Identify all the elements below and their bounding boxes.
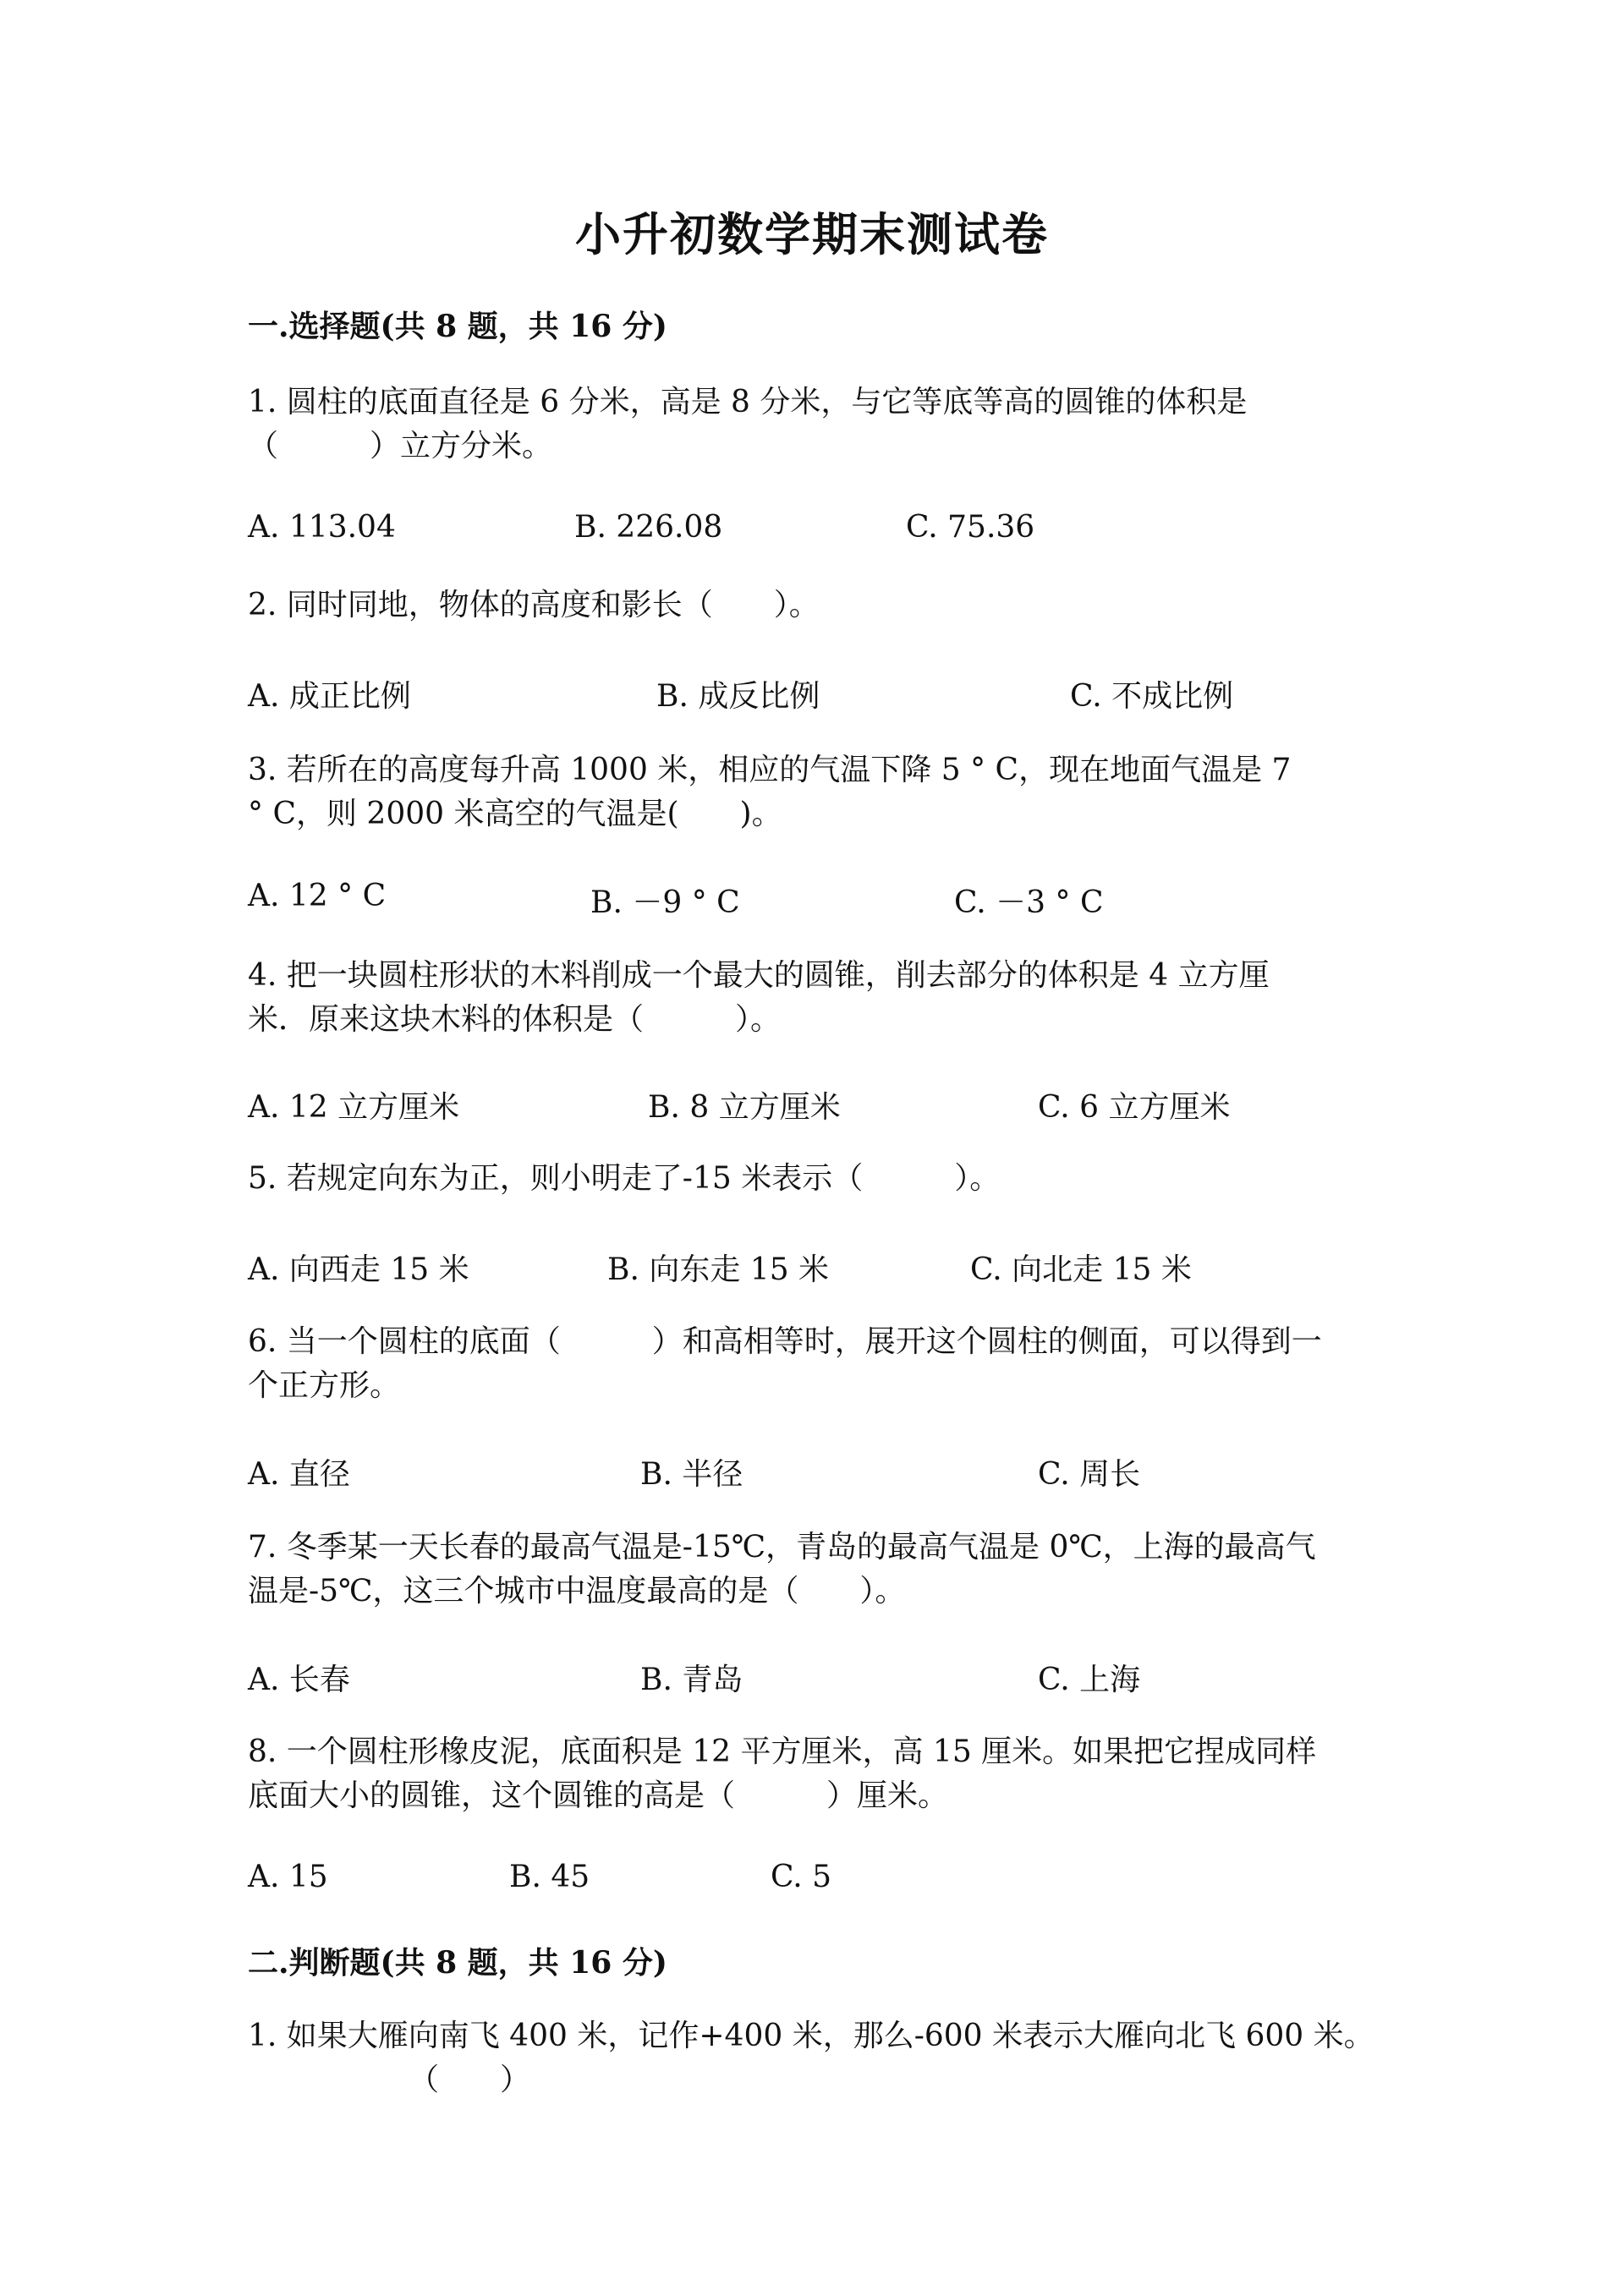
option-c: C. 周长 bbox=[1038, 1457, 1141, 1492]
question-text: ° C，则 2000 米高空的气温是( )。 bbox=[248, 797, 782, 831]
question-text: 底面大小的圆锥，这个圆锥的高是（ ）厘米。 bbox=[248, 1778, 949, 1813]
judgement-question-1 bbox=[248, 2014, 1432, 2102]
section-heading-choice: 一.选择题(共 8 题，共 16 分) bbox=[248, 309, 667, 344]
question-7 bbox=[248, 1526, 1398, 1614]
option-b: B. 青岛 bbox=[640, 1663, 743, 1697]
option-c: C. 向北走 15 米 bbox=[970, 1252, 1192, 1287]
question-text: 8. 一个圆柱形橡皮泥，底面积是 12 平方厘米，高 15 厘米。如果把它捏成同样 bbox=[248, 1734, 1317, 1769]
question-text: （ ）立方分米。 bbox=[248, 429, 553, 463]
option-a: A. 12 立方厘米 bbox=[248, 1090, 460, 1125]
question-text: （ ） bbox=[409, 2063, 531, 2097]
question-3 bbox=[248, 748, 1398, 836]
option-b: B. 成反比例 bbox=[656, 679, 820, 714]
option-c: C. 6 立方厘米 bbox=[1038, 1090, 1231, 1125]
option-a: A. 12 ° C bbox=[248, 879, 387, 913]
option-b: B. 45 bbox=[509, 1860, 590, 1894]
option-a: A. 长春 bbox=[248, 1663, 350, 1697]
option-b: B. 向东走 15 米 bbox=[607, 1252, 830, 1287]
option-a: A. 向西走 15 米 bbox=[248, 1252, 469, 1287]
question-text: 1. 圆柱的底面直径是 6 分米，高是 8 分米，与它等底等高的圆锥的体积是 bbox=[248, 385, 1248, 419]
option-c: C. 75.36 bbox=[906, 510, 1035, 545]
option-a: A. 直径 bbox=[248, 1457, 350, 1492]
page-title: 小升初数学期末测试卷 bbox=[575, 207, 1049, 261]
question-6 bbox=[248, 1320, 1398, 1408]
question-4 bbox=[248, 954, 1398, 1042]
option-c: C. 5 bbox=[771, 1860, 832, 1894]
option-a: A. 15 bbox=[248, 1860, 328, 1894]
question-text: 米．原来这块木料的体积是（ ）。 bbox=[248, 1002, 782, 1037]
option-c: C. －3 ° C bbox=[954, 885, 1104, 920]
question-text: 2. 同时同地，物体的高度和影长（ ）。 bbox=[248, 588, 820, 622]
question-text: 4. 把一块圆柱形状的木料削成一个最大的圆锥，削去部分的体积是 4 立方厘 bbox=[248, 958, 1270, 993]
question-text: 1. 如果大雁向南飞 400 米，记作+400 米，那么-600 米表示大雁向北飞 600 米。 bbox=[248, 2019, 1374, 2053]
option-b: B. 226.08 bbox=[574, 510, 723, 545]
section-heading-true-false: 二.判断题(共 8 题，共 16 分) bbox=[248, 1945, 667, 1981]
question-text: 个正方形。 bbox=[248, 1368, 401, 1403]
question-5 bbox=[248, 1157, 1398, 1201]
option-c: C. 上海 bbox=[1038, 1663, 1141, 1697]
option-a: A. 113.04 bbox=[248, 510, 396, 545]
question-text: 3. 若所在的高度每升高 1000 米，相应的气温下降 5 ° C，现在地面气温是 7 bbox=[248, 753, 1292, 787]
question-text: 5. 若规定向东为正，则小明走了-15 米表示（ ）。 bbox=[248, 1161, 1001, 1196]
question-8 bbox=[248, 1730, 1398, 1818]
question-2 bbox=[248, 584, 1398, 627]
option-a: A. 成正比例 bbox=[248, 679, 411, 714]
question-text: 6. 当一个圆柱的底面（ ）和高相等时，展开这个圆柱的侧面，可以得到一 bbox=[248, 1324, 1322, 1359]
option-c: C. 不成比例 bbox=[1070, 679, 1234, 714]
question-text: 温是-5℃，这三个城市中温度最高的是（ ）。 bbox=[248, 1574, 906, 1608]
question-text: 7. 冬季某一天长春的最高气温是-15℃，青岛的最高气温是 0℃，上海的最高气 bbox=[248, 1530, 1316, 1564]
question-1 bbox=[248, 381, 1398, 469]
option-b: B. 8 立方厘米 bbox=[648, 1090, 841, 1125]
option-b: B. －9 ° C bbox=[590, 885, 740, 920]
option-b: B. 半径 bbox=[640, 1457, 743, 1492]
